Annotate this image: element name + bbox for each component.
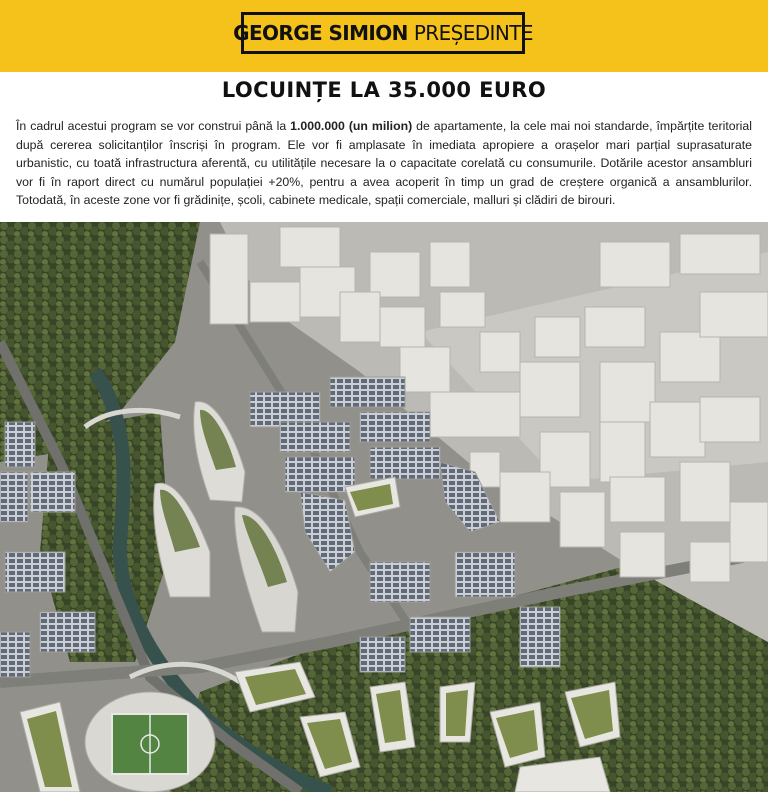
header-banner <box>0 0 768 72</box>
brand-logo[interactable] <box>233 12 533 54</box>
article-paragraph <box>16 117 752 210</box>
page-title: LOCUINȚE LA 35.000 EURO <box>221 78 547 102</box>
brand-role: PREȘEDINTE <box>413 21 533 45</box>
paragraph-highlight: 1.000.000 (un milion) <box>290 119 413 133</box>
paragraph-text-start: În cadrul acestui program se vor construi până la <box>16 119 291 133</box>
paragraph-text-end: de apartamente, la cele mai noi standarde, împărțite teritorial după cererea solicitanților înscriși în program. Ele vor fi amplasate în imediata apropiere a orașelor mari parțial suprasaturate urbanistic, cu toată infrastructura aferentă, cu utilitățile necesare la o capacitate corelată cu consumurile. Dotările acestor ansambluri vor fi în raport direct cu numărul populației +20%, pentru a avea acoperit în timp un grad de creștere organică a ansamblurilor. Totodată, în aceste zone vor fi grădinițe, școli, cabinete medicale, spații comerciale, malluri și clădiri de birouri. <box>16 119 752 207</box>
brand-name: GEORGE SIMION <box>233 21 408 45</box>
aerial-district-render <box>0 222 768 792</box>
